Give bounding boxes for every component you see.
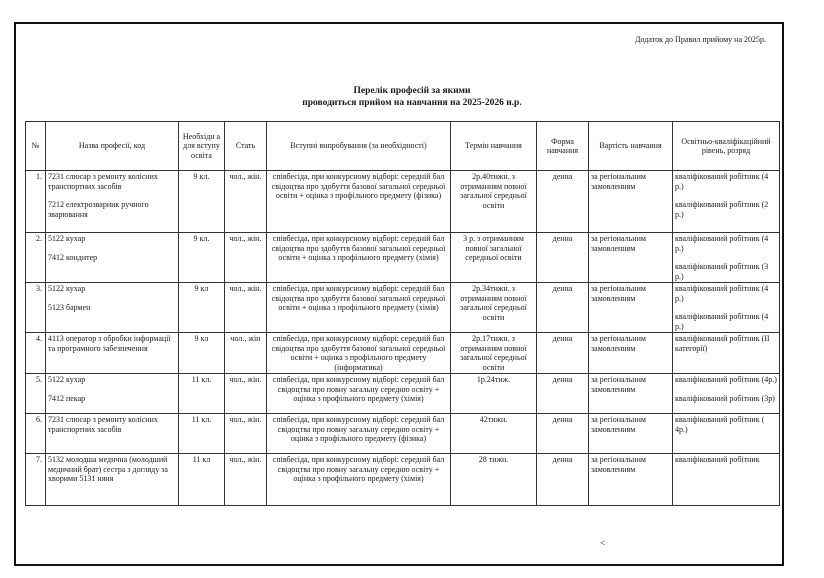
form-cell-text: денна: [552, 172, 573, 181]
term-cell-text: 2р.40тижн. з отриманням повної загальної середньої освіти: [460, 172, 527, 210]
cost-cell: [589, 414, 673, 454]
cost-cell-text: за регіональним замовленням: [591, 415, 646, 434]
form-cell-text: денна: [552, 284, 573, 293]
term-cell: [451, 414, 537, 454]
exam-cell-text: співбесіда, при конкурсному відборі: середній бал свідоцтва про здобуття базової загальної середньої освіти + оцінка з профільного предмету (інформатика): [271, 334, 446, 372]
exam-cell: [267, 283, 451, 333]
profession-cell-text: 5122 кухар: [48, 284, 86, 293]
qualification-cell-text: кваліфікований робітник ( 4р.): [675, 415, 765, 434]
sex-cell-text: чол., жін.: [229, 455, 262, 464]
education-cell: [179, 283, 225, 333]
row-number-text: 1.: [36, 172, 42, 181]
qualification-cell-text: кваліфікований робітник: [675, 455, 760, 464]
row-number-text: 4.: [36, 334, 42, 343]
exam-cell: [267, 333, 451, 374]
footer-mark: <: [600, 538, 606, 548]
form-cell-text: денна: [552, 234, 573, 243]
term-cell: [451, 333, 537, 374]
exam-cell: [267, 454, 451, 506]
exam-cell: [267, 374, 451, 414]
table-row: [26, 414, 780, 454]
form-cell: [537, 374, 589, 414]
row-number: [26, 283, 46, 333]
term-cell-text: 3 р. з отриманням повної загальної середньої освіти: [463, 234, 524, 262]
sex-cell-text: чол., жін.: [229, 234, 262, 243]
row-number: [26, 454, 46, 506]
profession-cell: [46, 414, 179, 454]
header-row: [26, 122, 780, 171]
cost-cell: [589, 374, 673, 414]
cost-cell: [589, 171, 673, 233]
exam-cell-text: співбесіда, при конкурсному відборі: середній бал свідоцтва про здобуття базової загальної середньої освіти + оцінка з профільного предмету (хімія): [271, 234, 446, 262]
cost-cell: [589, 283, 673, 333]
table-row: [26, 374, 780, 414]
row-number: [26, 333, 46, 374]
term-cell: [451, 171, 537, 233]
col-header-education: Необхідн а для вступу освіта: [179, 122, 225, 171]
sex-cell-text: чол., жін: [230, 334, 261, 343]
professions-table: [25, 121, 780, 506]
form-cell: [537, 233, 589, 283]
sex-cell: [225, 374, 267, 414]
qualification-cell: [673, 171, 780, 233]
education-cell-text: 9 кл: [194, 334, 209, 343]
row-number-text: 5.: [36, 375, 42, 384]
profession-cell: [46, 374, 179, 414]
exam-cell: [267, 233, 451, 283]
qualification-cell-text: кваліфікований робітник (ІІ категорії): [675, 334, 770, 353]
exam-cell: [267, 414, 451, 454]
term-cell-text: 42тижн.: [479, 415, 508, 424]
table-row: [26, 333, 780, 374]
qualification-cell-text: кваліфікований робітник (4 р.): [675, 234, 769, 253]
qualification-cell-text-2: кваліфікований робітник (4 р.): [675, 312, 769, 331]
table-row: [26, 454, 780, 506]
table-row: [26, 171, 780, 233]
col-header-number: №: [26, 122, 46, 171]
profession-cell-text-2: 7412 пекар: [48, 393, 86, 403]
education-cell: [179, 171, 225, 233]
sex-cell: [225, 171, 267, 233]
profession-cell: [46, 171, 179, 233]
sex-cell: [225, 414, 267, 454]
row-number-text: 3.: [36, 284, 42, 293]
profession-cell-text-2: 5123 бармен: [48, 302, 91, 312]
form-cell: [537, 414, 589, 454]
qualification-cell: [673, 233, 780, 283]
col-header-qualification: Освітньо-кваліфікаційний рівень, розряд: [673, 122, 780, 171]
exam-cell-text: співбесіда, при конкурсному відборі: середній бал свідоцтва про повну загальну середню освіту + оцінка з профільного предмету (хімія): [272, 375, 445, 403]
education-cell: [179, 233, 225, 283]
sex-cell-text: чол., жін.: [229, 284, 262, 293]
cost-cell-text: за регіональним замовленням: [591, 172, 646, 191]
form-cell-text: денна: [552, 375, 573, 384]
sex-cell-text: чол., жін.: [229, 415, 262, 424]
sex-cell: [225, 283, 267, 333]
form-cell: [537, 283, 589, 333]
cost-cell-text: за регіональним замовленням: [591, 375, 646, 394]
qualification-cell-text: кваліфікований робітник (4 р.): [675, 284, 769, 303]
qualification-cell-text: кваліфікований робітник (4р.): [675, 375, 777, 384]
title-line-2: проводиться прийом на навчання на 2025-2026 н.р.: [302, 98, 522, 108]
cost-cell: [589, 233, 673, 283]
col-header-profession: Назва професії, код: [46, 122, 179, 171]
profession-cell-text: 4113 оператор з обробки інформації та програмного забезпечення: [48, 334, 171, 353]
profession-cell-text-2: 7212 електрозварник ручного зварювання: [48, 200, 149, 219]
qualification-cell: [673, 454, 780, 506]
qualification-cell-text-2: кваліфікований робітник (3 р.): [675, 262, 769, 281]
cost-cell: [589, 454, 673, 506]
term-cell: [451, 454, 537, 506]
col-header-term: Термін навчання: [451, 122, 537, 171]
sex-cell: [225, 233, 267, 283]
form-cell: [537, 454, 589, 506]
education-cell-text: 9 кл: [194, 284, 209, 293]
cost-cell-text: за регіональним замовленням: [591, 234, 646, 253]
annex-note: Додаток до Правил прийому на 2025р.: [635, 35, 766, 44]
profession-cell-text: 7231 слюсар з ремонту колісних транспортних засобів: [48, 172, 158, 191]
education-cell: [179, 454, 225, 506]
qualification-cell: [673, 414, 780, 454]
row-number: [26, 374, 46, 414]
term-cell-text: 2р.34тижн. з отриманням повної загальної середньої освіти: [460, 284, 527, 322]
cost-cell: [589, 333, 673, 374]
row-number: [26, 414, 46, 454]
profession-cell: [46, 233, 179, 283]
col-header-exams: Вступні випробування (за необхідності): [267, 122, 451, 171]
term-cell-text: 28 тижн.: [478, 455, 509, 464]
form-cell-text: денна: [552, 415, 573, 424]
education-cell: [179, 414, 225, 454]
col-header-form: Форма навчання: [537, 122, 589, 171]
row-number: [26, 233, 46, 283]
exam-cell: [267, 171, 451, 233]
sex-cell: [225, 454, 267, 506]
row-number-text: 2.: [36, 234, 42, 243]
cost-cell-text: за регіональним замовленням: [591, 455, 646, 474]
qualification-cell-text-2: кваліфікований робітник (2 р.): [675, 200, 769, 219]
education-cell-text: 9 кл.: [193, 172, 210, 181]
table-row: [26, 283, 780, 333]
form-cell: [537, 171, 589, 233]
profession-cell-text: 5122 кухар: [48, 375, 86, 384]
title-line-1: Перелік професій за якими: [353, 86, 471, 96]
exam-cell-text: співбесіда, при конкурсному відборі: середній бал свідоцтва про здобуття базової загальної середньої освіти + оцінка з профільного предмету (хімія): [271, 284, 446, 312]
qualification-cell: [673, 333, 780, 374]
col-header-sex: Стать: [225, 122, 267, 171]
profession-cell-text: 5122 кухар: [48, 234, 86, 243]
row-number-text: 6.: [36, 415, 42, 424]
profession-cell-text: 5132 молодша медична (молодший медичний брат) сестра з догляду за хворими 5131 няня: [48, 455, 168, 483]
qualification-cell-text-2: кваліфікований робітник (3р): [675, 393, 775, 403]
education-cell-text: 11 кл: [192, 455, 211, 464]
term-cell: [451, 233, 537, 283]
term-cell-text: 1р.24тиж.: [476, 375, 511, 384]
education-cell: [179, 374, 225, 414]
term-cell: [451, 374, 537, 414]
qualification-cell: [673, 283, 780, 333]
education-cell-text: 11 кл.: [191, 415, 212, 424]
cost-cell-text: за регіональним замовленням: [591, 334, 646, 353]
profession-cell: [46, 333, 179, 374]
table-row: [26, 233, 780, 283]
qualification-cell-text: кваліфікований робітник (4 р.): [675, 172, 769, 191]
form-cell: [537, 333, 589, 374]
profession-cell-text: 7231 слюсар з ремонту колісних транспортних засобів: [48, 415, 158, 434]
form-cell-text: денна: [552, 455, 573, 464]
col-header-cost: Вартість навчання: [589, 122, 673, 171]
row-number: [26, 171, 46, 233]
exam-cell-text: співбесіда, при конкурсному відборі: середній бал свідоцтва про повну загальну середню освіту + оцінка з профільного предмету (фізика): [272, 415, 445, 443]
form-cell-text: денна: [552, 334, 573, 343]
profession-cell: [46, 454, 179, 506]
term-cell-text: 2р.17тижн. з отриманням повної загальної середньої освіти: [460, 334, 527, 372]
education-cell-text: 11 кл.: [191, 375, 212, 384]
education-cell: [179, 333, 225, 374]
qualification-cell: [673, 374, 780, 414]
exam-cell-text: співбесіда, при конкурсному відборі: середній бал свідоцтва про здобуття базової загальної середньої освіти + оцінка з профільного предмету (фізика): [271, 172, 446, 200]
sex-cell-text: чол., жін.: [229, 375, 262, 384]
profession-cell: [46, 283, 179, 333]
row-number-text: 7.: [36, 455, 42, 464]
sex-cell: [225, 333, 267, 374]
profession-cell-text-2: 7412 кондитер: [48, 252, 98, 262]
sex-cell-text: чол., жін.: [229, 172, 262, 181]
cost-cell-text: за регіональним замовленням: [591, 284, 646, 303]
education-cell-text: 9 кл.: [193, 234, 210, 243]
term-cell: [451, 283, 537, 333]
exam-cell-text: співбесіда, при конкурсному відборі: середній бал свідоцтва про повну загальну середню освіту + оцінка з профільного предмету (хімія): [272, 455, 445, 483]
